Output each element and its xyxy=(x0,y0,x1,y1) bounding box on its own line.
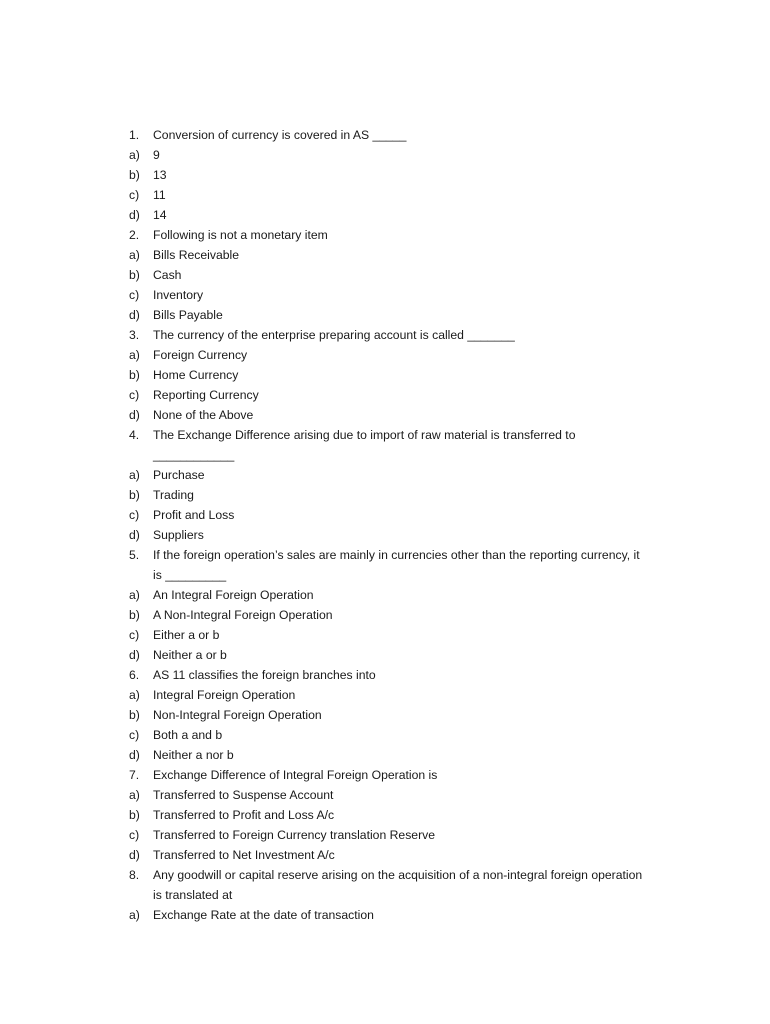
option-item xyxy=(129,645,689,665)
option-item xyxy=(129,245,689,265)
question-number: 2. xyxy=(129,228,140,242)
question-item xyxy=(129,425,689,465)
question-text: The Exchange Difference arising due to import of raw material is transferred to xyxy=(153,428,576,442)
option-item xyxy=(129,165,689,185)
option-label: d) xyxy=(129,308,140,322)
question-item xyxy=(129,125,689,145)
question-number: 8. xyxy=(129,868,140,882)
question-list xyxy=(129,125,689,925)
option-label: d) xyxy=(129,208,140,222)
option-item xyxy=(129,465,689,485)
option-item xyxy=(129,705,689,725)
option-item xyxy=(129,185,689,205)
question-text: If the foreign operation’s sales are mainly in currencies other than the reporting currency, it xyxy=(153,548,640,562)
option-text: Purchase xyxy=(153,468,205,482)
question-number: 4. xyxy=(129,428,140,442)
option-item xyxy=(129,525,689,545)
option-label: b) xyxy=(129,808,140,822)
option-item xyxy=(129,825,689,845)
question-item xyxy=(129,225,689,245)
question-text-block xyxy=(153,865,683,905)
question-number: 6. xyxy=(129,668,140,682)
question-text: Following is not a monetary item xyxy=(153,228,328,242)
question-number: 7. xyxy=(129,768,140,782)
question-text: The currency of the enterprise preparing account is called _______ xyxy=(153,328,515,342)
option-text: 13 xyxy=(153,168,167,182)
question-text: Conversion of currency is covered in AS _____ xyxy=(153,128,407,142)
option-item xyxy=(129,505,689,525)
option-item xyxy=(129,305,689,325)
option-text: Transferred to Net Investment A/c xyxy=(153,848,335,862)
option-label: d) xyxy=(129,748,140,762)
option-label: a) xyxy=(129,588,140,602)
option-item xyxy=(129,485,689,505)
question-text-block xyxy=(153,765,683,785)
option-text: Suppliers xyxy=(153,528,204,542)
option-label: c) xyxy=(129,628,140,642)
option-text: Trading xyxy=(153,488,194,502)
option-label: a) xyxy=(129,788,140,802)
option-item xyxy=(129,845,689,865)
question-item xyxy=(129,545,689,585)
option-item xyxy=(129,745,689,765)
option-text: Transferred to Suspense Account xyxy=(153,788,334,802)
option-label: a) xyxy=(129,348,140,362)
question-text-block xyxy=(153,545,683,585)
option-text: Bills Receivable xyxy=(153,248,240,262)
option-item xyxy=(129,725,689,745)
option-item xyxy=(129,625,689,645)
option-text: Integral Foreign Operation xyxy=(153,688,296,702)
option-label: c) xyxy=(129,728,140,742)
option-item xyxy=(129,265,689,285)
option-label: b) xyxy=(129,168,140,182)
option-text: 9 xyxy=(153,148,160,162)
question-number: 1. xyxy=(129,128,140,142)
option-text: Exchange Rate at the date of transaction xyxy=(153,908,374,922)
option-item xyxy=(129,385,689,405)
option-label: d) xyxy=(129,848,140,862)
option-label: b) xyxy=(129,368,140,382)
option-text: Non-Integral Foreign Operation xyxy=(153,708,322,722)
option-text: Foreign Currency xyxy=(153,348,248,362)
option-item xyxy=(129,785,689,805)
option-item xyxy=(129,585,689,605)
question-number: 3. xyxy=(129,328,140,342)
option-label: d) xyxy=(129,648,140,662)
option-item xyxy=(129,405,689,425)
option-item xyxy=(129,805,689,825)
option-label: b) xyxy=(129,488,140,502)
option-label: a) xyxy=(129,468,140,482)
option-item xyxy=(129,345,689,365)
option-item xyxy=(129,905,689,925)
option-text: A Non-Integral Foreign Operation xyxy=(153,608,333,622)
question-text-block xyxy=(153,665,683,685)
option-text: Both a and b xyxy=(153,728,223,742)
option-text: None of the Above xyxy=(153,408,254,422)
option-label: a) xyxy=(129,688,140,702)
question-item xyxy=(129,325,689,345)
option-label: b) xyxy=(129,608,140,622)
option-label: c) xyxy=(129,188,140,202)
option-item xyxy=(129,285,689,305)
option-label: a) xyxy=(129,248,140,262)
question-item xyxy=(129,665,689,685)
question-text-continuation: is translated at xyxy=(153,888,233,902)
option-text: An Integral Foreign Operation xyxy=(153,588,314,602)
option-label: c) xyxy=(129,508,140,522)
question-item xyxy=(129,765,689,785)
option-label: a) xyxy=(129,908,140,922)
option-item xyxy=(129,205,689,225)
question-text-continuation: is _________ xyxy=(153,568,227,582)
question-text-block xyxy=(153,125,683,145)
option-label: a) xyxy=(129,148,140,162)
option-text: Cash xyxy=(153,268,182,282)
option-text: 11 xyxy=(153,188,166,202)
question-text: AS 11 classifies the foreign branches into xyxy=(153,668,376,682)
option-text: Neither a or b xyxy=(153,648,227,662)
option-text: Either a or b xyxy=(153,628,220,642)
option-text: Bills Payable xyxy=(153,308,223,322)
option-text: Profit and Loss xyxy=(153,508,235,522)
option-text: Home Currency xyxy=(153,368,239,382)
question-text-block xyxy=(153,325,683,345)
option-label: c) xyxy=(129,288,140,302)
question-text: Exchange Difference of Integral Foreign Operation is xyxy=(153,768,438,782)
option-text: Reporting Currency xyxy=(153,388,259,402)
question-text-continuation: ____________ xyxy=(153,448,235,462)
option-item xyxy=(129,685,689,705)
option-text: 14 xyxy=(153,208,167,222)
option-text: Inventory xyxy=(153,288,204,302)
option-label: d) xyxy=(129,408,140,422)
option-label: c) xyxy=(129,388,140,402)
question-item xyxy=(129,865,689,905)
option-item xyxy=(129,605,689,625)
option-text: Transferred to Profit and Loss A/c xyxy=(153,808,335,822)
question-text-block xyxy=(153,225,683,245)
option-label: c) xyxy=(129,828,140,842)
option-label: b) xyxy=(129,268,140,282)
option-item xyxy=(129,145,689,165)
question-text: Any goodwill or capital reserve arising on the acquisition of a non-integral foreign operation xyxy=(153,868,643,882)
question-number: 5. xyxy=(129,548,140,562)
option-label: b) xyxy=(129,708,140,722)
option-label: d) xyxy=(129,528,140,542)
option-item xyxy=(129,365,689,385)
option-text: Transferred to Foreign Currency translation Reserve xyxy=(153,828,436,842)
question-text-block xyxy=(153,425,683,465)
option-text: Neither a nor b xyxy=(153,748,234,762)
